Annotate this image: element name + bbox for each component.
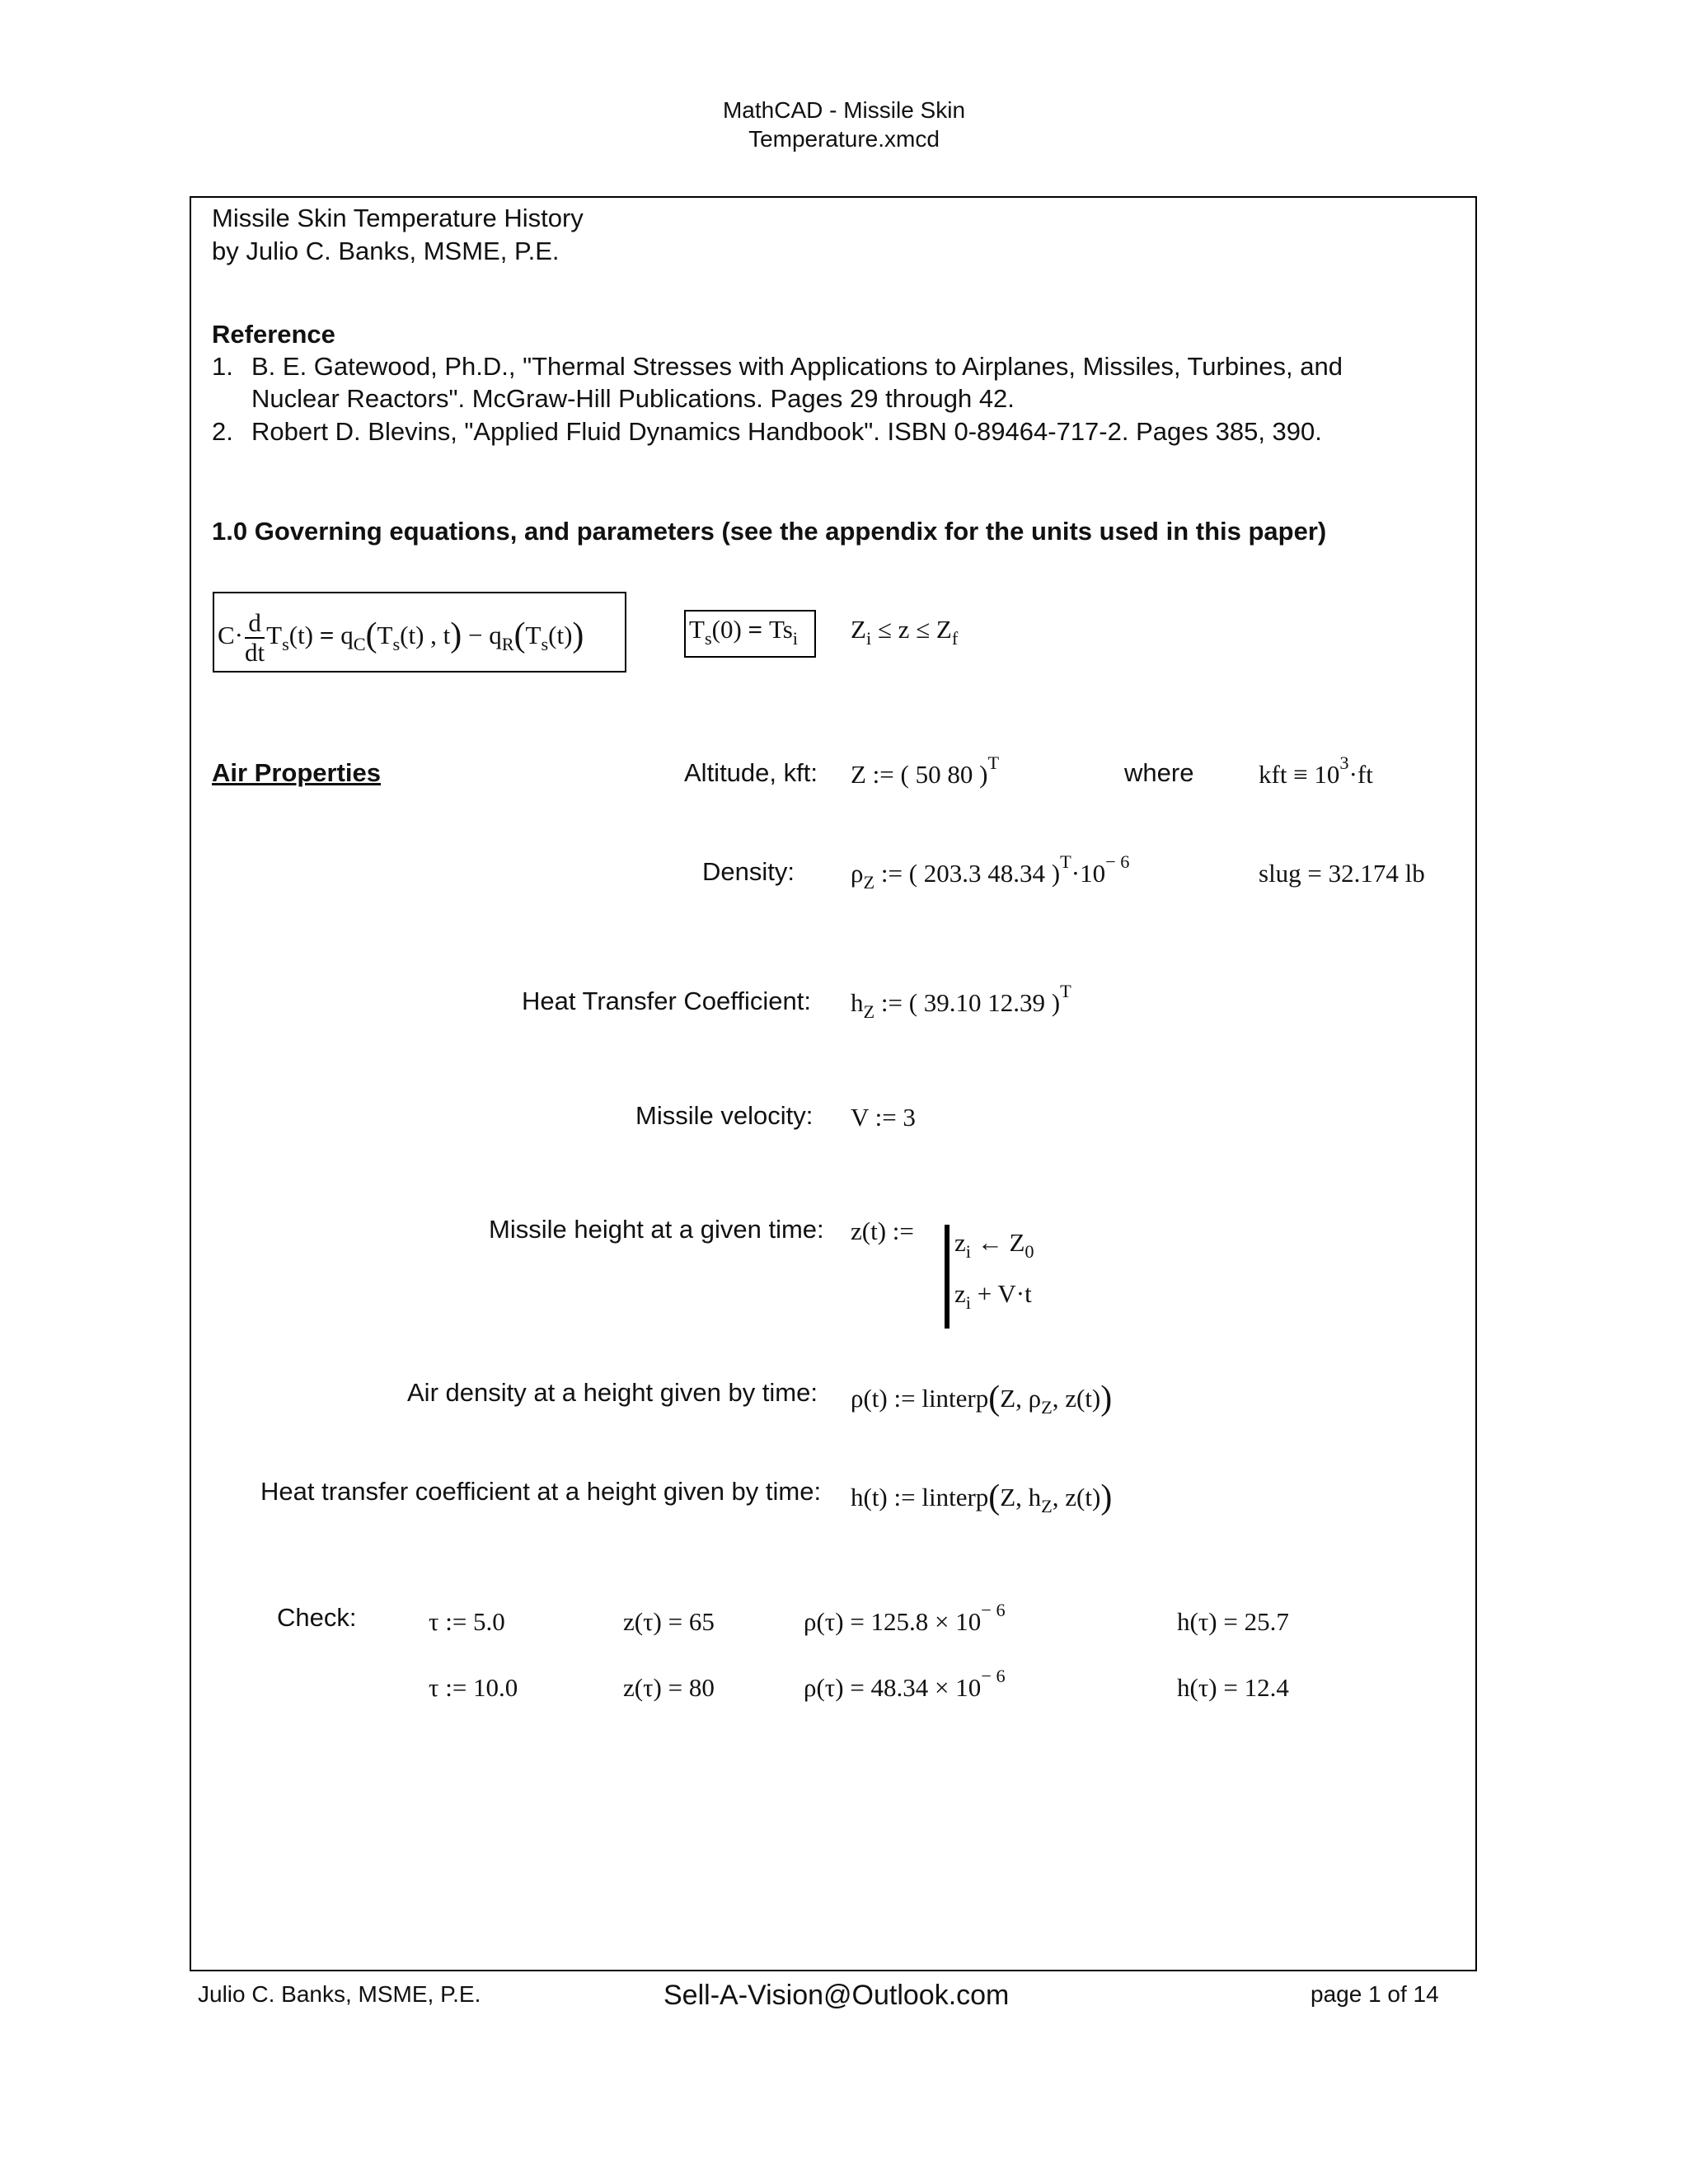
htc-time-args2: , z(t) [1052,1483,1101,1511]
eq-c-factor: C· [218,621,243,649]
header-title-line2: Temperature.xmcd [748,126,940,152]
htc-sub: Z [863,1001,875,1022]
doc-author: by Julio C. Banks, MSME, P.E. [212,237,560,265]
reference-1-line1: B. E. Gatewood, Ph.D., "Thermal Stresses with Applications to Airplanes, Missiles, Turbines, and [251,352,1343,381]
check-row-1-tau: τ := 5.0 [429,1607,505,1636]
range-zi-sub: i [865,627,872,649]
velocity-expression: V := 3 [851,1103,916,1132]
range-zi: Z [851,615,866,644]
height-lhs: z(t) := [851,1216,914,1245]
worksheet-frame [190,196,1477,1971]
height-l2-z: z [954,1279,966,1308]
density-rho: ρ [851,859,864,888]
height-l2-rhs: + V·t [970,1279,1032,1308]
htc-expr: := ( 39.10 12.39 ) [874,988,1061,1017]
header-title-line1: MathCAD - Missile Skin [722,97,966,123]
eq-qr: q [489,621,502,649]
footer-page-number: page 1 of 14 [1311,1981,1439,2007]
ic-t-sub: s [704,627,712,649]
check-row-1-rho-exp: − 6 [981,1600,1006,1621]
doc-title: Missile Skin Temperature History [212,204,584,232]
check-row-2-h: h(τ) = 12.4 [1177,1673,1289,1702]
where-label: where [1124,758,1194,787]
htc-time-args: Z, h [1000,1483,1042,1511]
eq-t-arg-3: (t) [548,621,573,649]
initial-condition: $T_s(0) = Ts_i$ [689,615,798,649]
altitude-expression [851,752,1000,790]
height-l1-sub: i [965,1240,971,1262]
velocity-label: Missile velocity: [635,1101,814,1130]
density-label: Density: [702,857,795,886]
slug-definition: slug = 32.174 lb [1259,859,1425,888]
htc-expression [851,981,1071,1022]
air-properties-heading: Air Properties [212,758,382,787]
check-row-2-tau: τ := 10.0 [429,1673,518,1702]
height-program-line2 [954,1279,1032,1313]
eq-ts-3-sub: s [541,633,549,654]
density-expr: := ( 203.3 48.34 ) [874,859,1061,888]
airdensity-fn: ρ(t) := linterp [851,1384,989,1413]
check-row-1-h: h(τ) = 25.7 [1177,1607,1289,1636]
kft-definition [1259,752,1373,790]
altitude-label: Altitude, kft: [684,758,818,787]
reference-2-num: 2. [212,417,233,446]
eq-qc: q [340,621,354,649]
derivative-fraction [245,609,265,667]
ic-arg: (0) [711,615,742,644]
reference-heading: Reference [212,320,335,349]
density-sub: Z [863,871,875,893]
section-heading: 1.0 Governing equations, and parameters (see the appendix for the units used in this paper) [212,517,1327,546]
kft-def: kft ≡ 10 [1259,760,1340,789]
density-expression [851,851,1130,893]
program-bar [945,1225,950,1329]
height-program-line1 [954,1228,1034,1262]
height-l1-z: z [954,1228,966,1257]
height-label: Missile height at a given time: [489,1215,824,1244]
check-label: Check: [277,1603,357,1632]
altitude-expr: Z := ( 50 80 ) [851,760,988,789]
htc-time-fn: h(t) := linterp [851,1483,989,1511]
eq-ts-2: T [377,621,393,649]
air-density-label: Air density at a height given by time: [407,1378,818,1407]
range-zf-sub: f [951,627,959,649]
airdensity-args: Z, ρ [1000,1384,1042,1413]
height-range [851,615,959,649]
check-row-1-rho-value: ρ(τ) = 125.8 × 10 [804,1607,982,1636]
airdensity-sub: Z [1041,1396,1053,1418]
eq-qr-sub: R [501,633,514,654]
kft-unit: ·ft [1348,760,1373,789]
htc-transpose: T [1060,981,1071,1002]
check-row-2-rho-exp: − 6 [981,1666,1006,1687]
kft-exp: 3 [1339,752,1349,774]
governing-equation: C· $\frac{d}{dt}$ $T_s(t) = q_C(T_s(t)$ , $t) - q_R(T_s(t))$ [218,607,584,667]
density-exp: − 6 [1105,851,1130,873]
density-mult: ·10 [1071,859,1106,888]
footer-email[interactable]: Sell-A-Vision@Outlook.com [663,1980,1010,2011]
reference-2-line1: Robert D. Blevins, "Applied Fluid Dynamics Handbook". ISBN 0-89464-717-2. Pages 385, 390. [251,417,1322,446]
eq-ts-sub: s [282,633,289,654]
htc-time-expression: h(t) := linterp(Z, $h_Z$, z(t)) [851,1478,1113,1516]
height-l1-rhs: ← Z [970,1228,1025,1257]
eq-ts-3: T [525,621,542,649]
height-l1-sub2: 0 [1025,1240,1034,1262]
altitude-transpose: T [987,752,1000,774]
eq-qc-sub: C [353,633,366,654]
ic-t: T [689,615,705,644]
range-mid: ≤ z ≤ Z [871,615,952,644]
check-row-1-z: z(τ) = 65 [623,1607,715,1636]
htc-time-label: Heat transfer coefficient at a height given by time: [260,1477,822,1506]
footer-author: Julio C. Banks, MSME, P.E. [198,1981,481,2007]
document-header [556,96,1132,153]
ic-rhs: Ts [768,615,793,644]
check-row-2-rho-value: ρ(τ) = 48.34 × 10 [804,1673,982,1702]
air-density-expression: ρ(t) := linterp(Z, $\rho_Z$, z(t)) [851,1379,1113,1418]
eq-t-arg: (t) [288,621,314,649]
check-row-2-rho [804,1666,1006,1703]
eq-ts-2-sub: s [392,633,401,654]
density-transpose: T [1060,851,1071,873]
height-l2-sub: i [965,1291,971,1313]
ic-rhs-sub: i [792,627,798,649]
htc-h: h [851,988,864,1017]
airdensity-args2: , z(t) [1052,1384,1101,1413]
eq-equals: = [313,621,341,649]
reference-1-num: 1. [212,352,233,381]
check-row-2-z: z(τ) = 80 [623,1673,715,1702]
reference-1-line2: Nuclear Reactors". McGraw-Hill Publications. Pages 29 through 42. [251,384,1015,413]
htc-label: Heat Transfer Coefficient: [522,987,811,1015]
derivative-dt: dt [245,637,265,667]
htc-time-sub: Z [1041,1495,1053,1516]
eq-ts: T [266,621,283,649]
check-row-1-rho [804,1600,1006,1637]
derivative-d: d [245,609,265,639]
